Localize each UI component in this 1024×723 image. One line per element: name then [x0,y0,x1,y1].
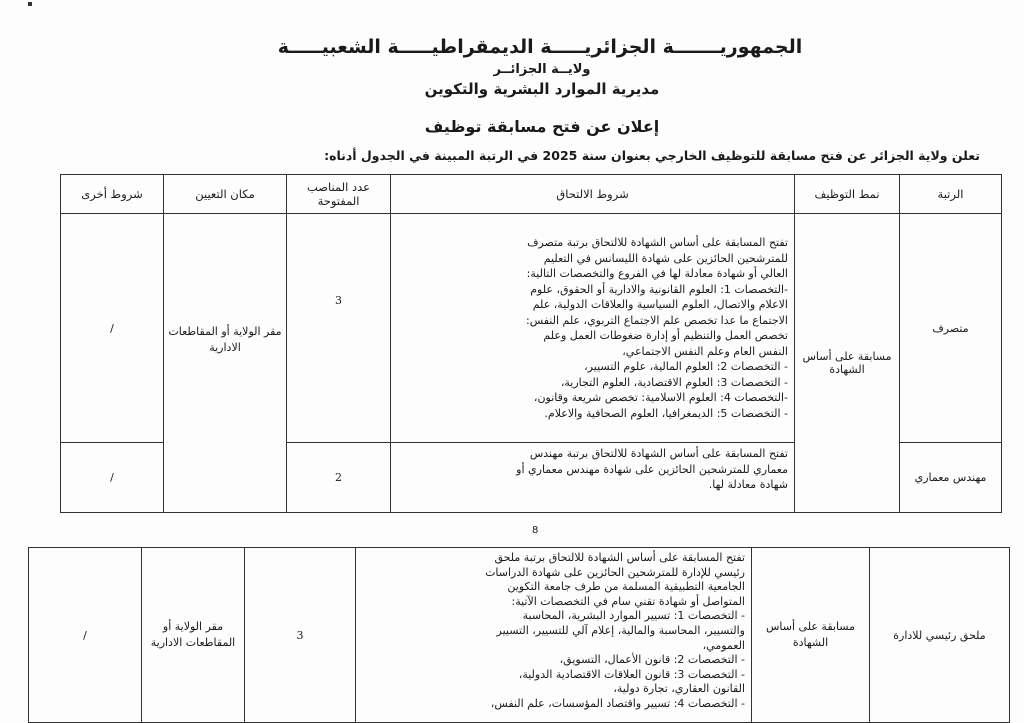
rank-cell: مهندس معماري [900,443,1002,513]
recruitment-mode-cell: مسابقة على أساس الشهادة [795,214,900,513]
recruitment-table [60,174,1002,513]
condition-line: -التخصصات 1: العلوم القانونية والادارية أو الحقوق، علوم [530,282,788,296]
condition-line: -التخصصات 4: العلوم الاسلامية: تخصص شريعة وقانون، [533,391,788,404]
condition-line: للمترشحين الحائزين على شهادة الليسانس في التعليم [543,251,788,265]
wilaya-name: ولايــة الجزائــر [493,62,591,77]
condition-line: شهادة معادلة لها. [708,478,788,491]
condition-line: تفتح المسابقة على أساس الشهادة للالتحاق برتبة ملحق [494,551,745,564]
condition-line: - التخصصات 3: قانون العلاقات الاقتصادية الدولية، [518,667,745,681]
condition-line: الاجتماع ما عدا تخصص علم الاجتماع التربوي، علم النفس: [525,313,788,327]
condition-line: القانون العقاري، تجارة دولية، [613,682,745,696]
location-cell: مقر الولاية أو المقاطعات الادارية [164,214,287,513]
condition-line: النفس العام وعلم النفس الاجتماعي، [622,344,788,358]
intro-text: تعلن ولاية الجزائر عن فتح مسابقة للتوظيف الخارجي بعنوان سنة 2025 في الرتبة المبينة في الجدول أدناه: [324,148,980,163]
positions-cell: 3 [287,214,391,443]
condition-line: - التخصصات 3: العلوم الاقتصادية، العلوم التجارية، [560,375,788,389]
positions-cell: 2 [287,443,391,513]
condition-line: معماري للمترشحين الحائزين على شهادة مهندس معماري أو [516,462,788,476]
announcement-title: إعلان عن فتح مسابقة توظيف [424,117,660,136]
scan-mark [28,2,32,6]
other-cell: / [61,214,164,443]
condition-line: والتسيير، المحاسبة والمالية، إعلام آلي للتسيير، التسيير [496,623,745,637]
conditions-cell [391,214,795,443]
header-other: شروط أخرى [61,175,164,214]
header-location: مكان التعيين [164,175,287,214]
condition-line: تفتح المسابقة على أساس الشهادة للالتحاق برتبة متصرف [527,236,788,249]
positions-cell: 3 [245,548,356,723]
republic-title: الجمهوريـــــــة الجزائريـــــة الديمقراطيـــــة الشعبيـــــة [277,36,803,58]
condition-line: - التخصصات 4: تسيير واقتصاد المؤسسات، علم النفس، [490,696,745,710]
condition-line: رئيسي للإدارة للمترشحين الحائزين على شهادة الدراسات [485,565,745,579]
condition-line: - التخصصات 2: قانون الأعمال، التسويق، [559,653,745,667]
condition-line: العالي أو شهادة معادلة لها في الفروع والتخصصات التالية: [526,267,788,280]
page-number: 8 [532,525,539,536]
rank-cell: متصرف [900,214,1002,443]
condition-line: تفتح المسابقة على أساس الشهادة للالتحاق برتبة مهندس [529,447,788,460]
rank-cell: ملحق رئيسي للادارة [870,548,1010,723]
condition-line: الاعلام والاتصال، العلوم السياسية والعلاقات الدولية، علم [532,298,788,311]
conditions-cell [356,548,752,723]
recruitment-table-continued [28,547,1010,723]
condition-line: الجامعية التطبيقية المسلمة من طرف جامعة التكوين [507,580,745,594]
condition-line: تخصص العمل والتنظيم أو إدارة ضغوطات العمل وعلم [543,329,788,342]
condition-line: - التخصصات 2: العلوم المالية، علوم التسيير، [584,360,788,373]
other-cell: / [61,443,164,513]
header-rank: الرتبة [900,175,1002,214]
condition-line: العمومي، [702,638,745,652]
condition-line: - التخصصات 5: الديمغرافيا، العلوم الصحافية والاعلام. [544,406,788,420]
header-conditions: شروط الالتحاق [391,175,795,214]
header-positions: عدد المناصب المفتوحة [287,175,391,214]
conditions-cell [391,443,795,513]
other-cell: / [29,548,142,723]
recruitment-mode-cell: مسابقة على أساس الشهادة [752,548,870,723]
header-recruitment-mode: نمط التوظيف [795,175,900,214]
condition-line: - التخصصات 1: تسيير الموارد البشرية، المحاسبة [522,609,745,623]
directorate-name: مديرية الموارد البشرية والتكوين [424,80,660,98]
location-cell: مقر الولاية أو المقاطعات الادارية [142,548,245,723]
condition-line: المتواصل أو شهادة تقني سام في التخصصات الآتية: [511,594,745,608]
